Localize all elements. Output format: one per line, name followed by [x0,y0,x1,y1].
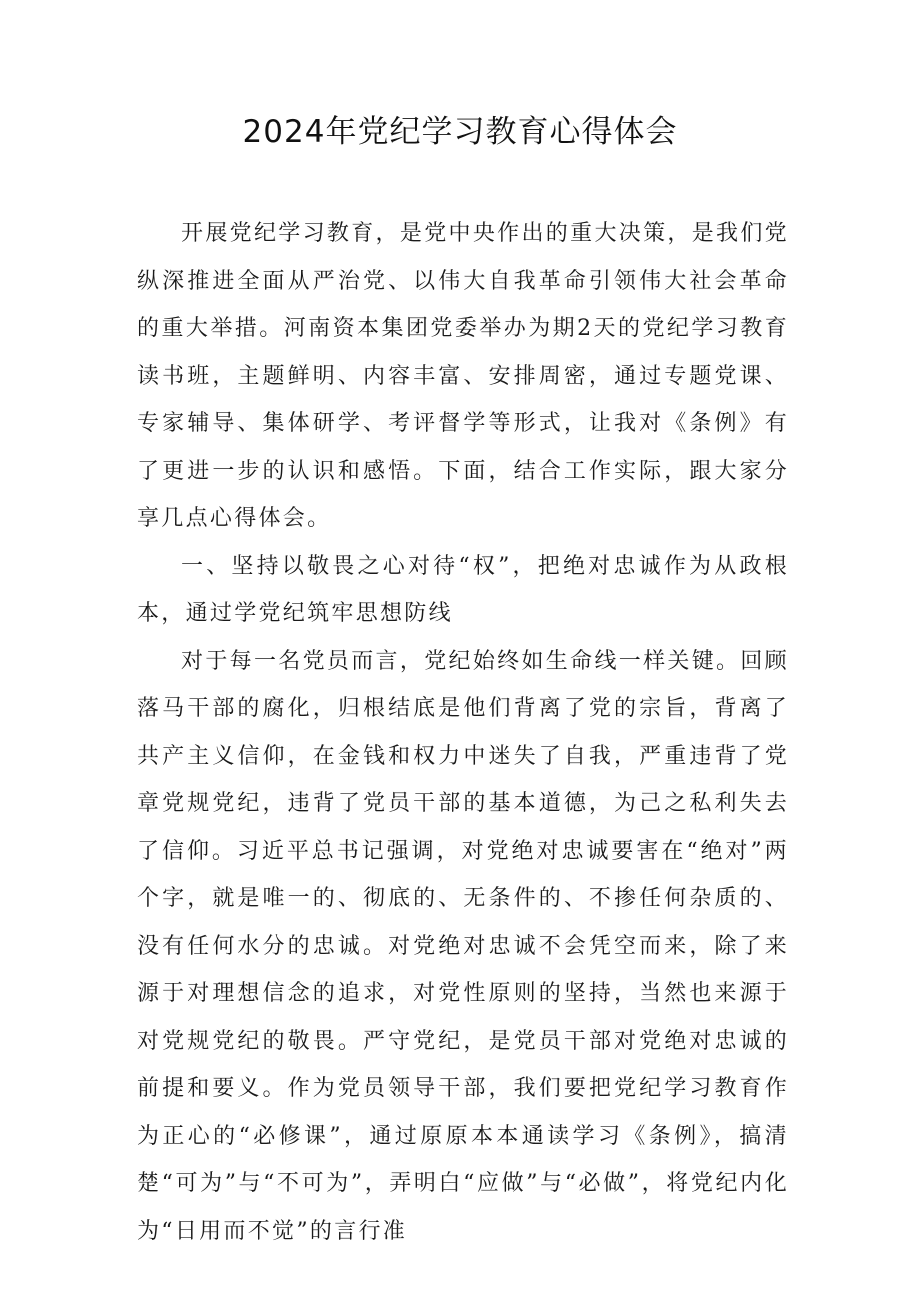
section-heading-1: 一、坚持以敬畏之心对待“权”，把绝对忠诚作为从政根本，通过学党纪筑牢思想防线 [137,553,789,626]
paragraph-section-1: 对于每一名党员而言，党纪始终如生命线一样关键。回顾落马干部的腐化，归根结底是他们背离了党的宗旨，背离了共产主义信仰，在金钱和权力中迷失了自我，严重违背了党章党规党纪，违背了党员干部的基本道德，为己之私利失去了信仰。习近平总书记强调，对党绝对忠诚要害在“绝对”两个字，就是唯一的、彻底的、无条件的、不掺任何杂质的、没有任何水分的忠诚。对党绝对忠诚不会凭空而来，除了来源于对理想信念的追求，对党性原则的坚持，当然也来源于对党规党纪的敬畏。严守党纪，是党员干部对党绝对忠诚的前提和要义。作为党员领导干部，我们要把党纪学习教育作为正心的“必修课”，通过原原本本通读学习《条例》，搞清楚“可为”与“不可为”，弄明白“应做”与“必做”，将党纪内化为“日用而不觉”的言行准 [137,648,789,1244]
document-body [137,210,789,1255]
document-title: 2024年党纪学习教育心得体会 [242,114,678,150]
paragraph-intro: 开展党纪学习教育，是党中央作出的重大决策，是我们党纵深推进全面从严治党、以伟大自我革命引领伟大社会革命的重大举措。河南资本集团党委举办为期2天的党纪学习教育读书班，主题鲜明、内容丰富、安排周密，通过专题党课、专家辅导、集体研学、考评督学等形式，让我对《条例》有了更进一步的认识和感悟。下面，结合工作实际，跟大家分享几点心得体会。 [137,221,789,531]
